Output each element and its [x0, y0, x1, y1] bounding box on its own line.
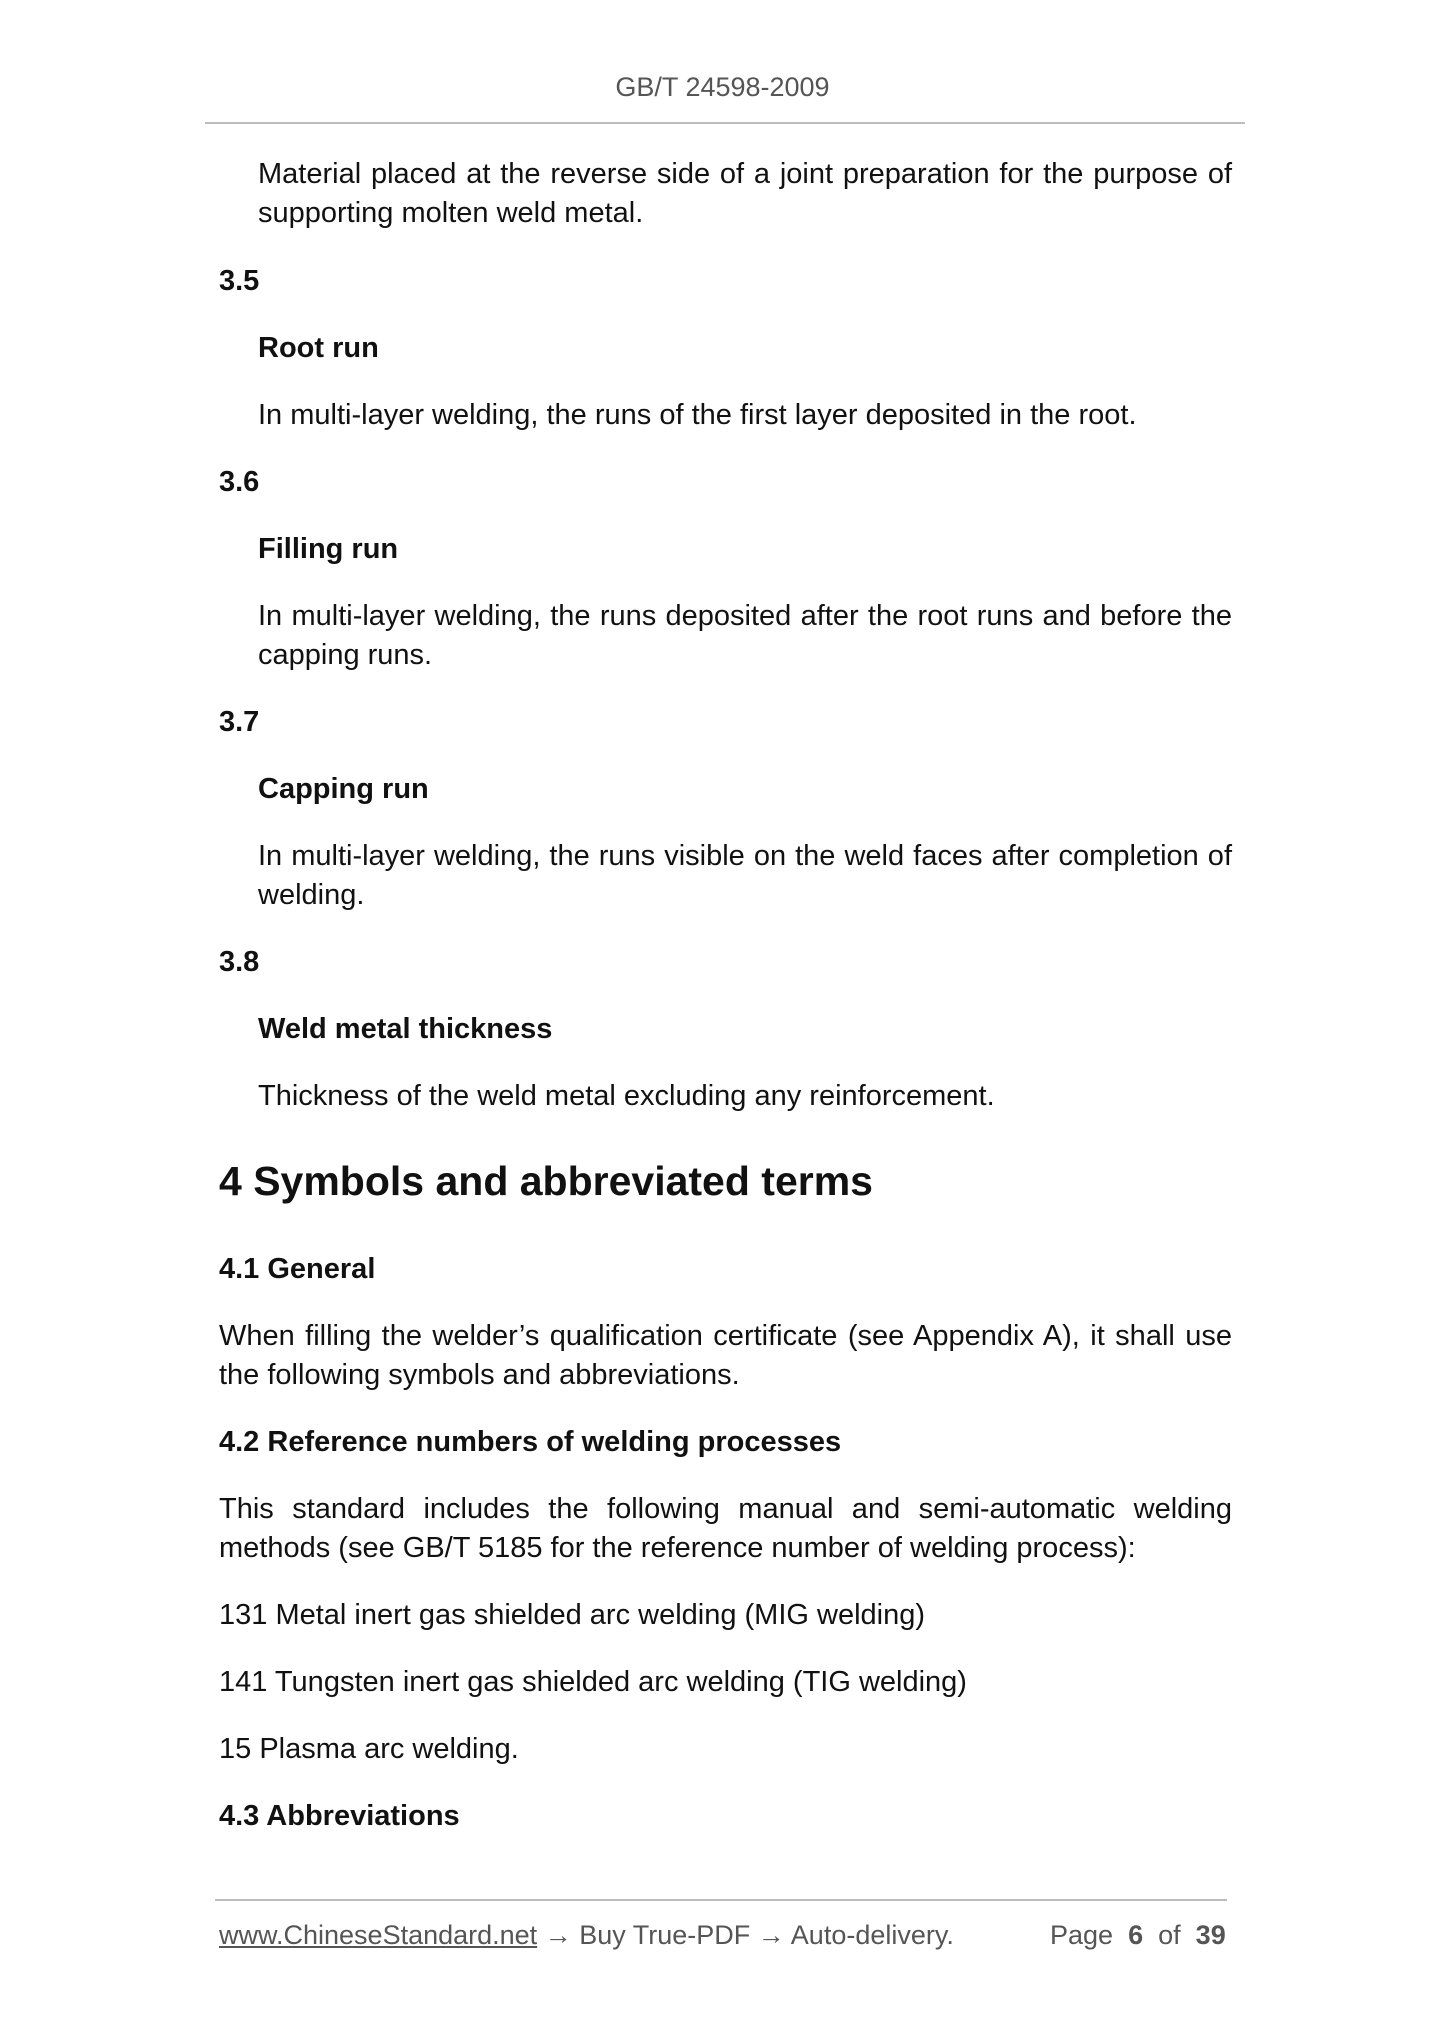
footer-divider [215, 1899, 1227, 1901]
process-131: 131 Metal inert gas shielded arc welding (MIG welding) [219, 1599, 926, 1631]
section-4-1-heading: 4.1 General [219, 1253, 376, 1285]
clause-3-8-number: 3.8 [219, 946, 260, 978]
current-page-number: 6 [1128, 1920, 1144, 1950]
term-filling-run: Filling run [258, 533, 399, 565]
definition-filling-run: In multi-layer welding, the runs deposited after the root runs and before the capping runs. [258, 600, 1232, 671]
page-of-label: of [1158, 1920, 1181, 1950]
definition-3-4-text: Material placed at the reverse side of a joint preparation for the purpose of supporting molten weld metal. [258, 158, 1232, 229]
process-141: 141 Tungsten inert gas shielded arc welding (TIG welding) [219, 1666, 967, 1698]
page-indicator [1050, 1920, 1226, 1951]
buy-true-pdf-text: Buy True-PDF [579, 1920, 751, 1950]
section-4-2-text: This standard includes the following manual and semi-automatic welding methods (see GB/T 5185 for the reference number of welding process): [219, 1493, 1232, 1564]
website-link[interactable]: www.ChineseStandard.net [219, 1920, 538, 1950]
document-code-header: GB/T 24598-2009 [615, 72, 830, 102]
page-label: Page [1050, 1920, 1114, 1950]
section-4-3-heading: 4.3 Abbreviations [219, 1800, 460, 1832]
term-capping-run: Capping run [258, 773, 429, 805]
arrow-right-icon: → [544, 1920, 572, 1950]
definition-weld-metal-thickness: Thickness of the weld metal excluding any reinforcement. [258, 1080, 995, 1112]
clause-3-7-number: 3.7 [219, 706, 260, 738]
section-4-heading: 4 Symbols and abbreviated terms [219, 1158, 873, 1204]
footer-promo [219, 1920, 954, 1951]
clause-3-6-number: 3.6 [219, 466, 260, 498]
process-15: 15 Plasma arc welding. [219, 1733, 519, 1765]
section-4-2-heading: 4.2 Reference numbers of welding processes [219, 1426, 842, 1458]
arrow-right-icon: → [757, 1920, 785, 1950]
definition-capping-run: In multi-layer welding, the runs visible on the weld faces after completion of welding. [258, 840, 1232, 911]
section-4-1-text: When filling the welder’s qualification certificate (see Appendix A), it shall use the following symbols and abbreviations. [219, 1320, 1232, 1391]
term-weld-metal-thickness: Weld metal thickness [258, 1013, 553, 1045]
clause-3-5-number: 3.5 [219, 265, 260, 297]
header-divider [205, 122, 1245, 124]
term-root-run: Root run [258, 332, 379, 364]
auto-delivery-text: Auto-delivery. [790, 1920, 954, 1950]
definition-root-run: In multi-layer welding, the runs of the first layer deposited in the root. [258, 399, 1137, 431]
total-pages-number: 39 [1195, 1920, 1226, 1950]
